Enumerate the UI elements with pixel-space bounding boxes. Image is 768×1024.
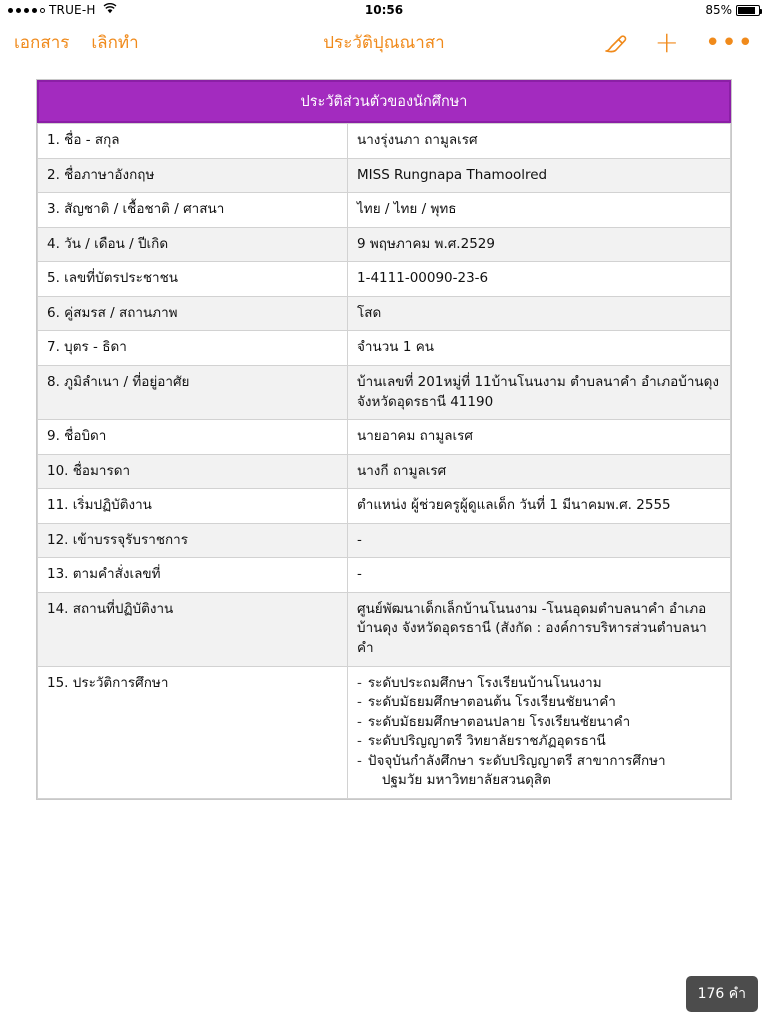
table-row <box>38 193 731 228</box>
list-item-label: ระดับประถมศึกษา โรงเรียนบ้านโนนงาม <box>367 674 602 691</box>
table-row <box>38 158 731 193</box>
row-label: 5. เลขที่บัตรประชาชน <box>38 262 348 297</box>
row-value: 1-4111-00090-23-6 <box>348 262 731 297</box>
carrier-label: TRUE-H <box>49 3 96 17</box>
bullet-dash-icon: - <box>357 694 362 711</box>
page-title: ประวัติปุณณาสา <box>323 33 445 53</box>
list-item <box>357 713 721 733</box>
status-bar <box>0 0 768 20</box>
bullet-dash-icon: - <box>357 713 362 730</box>
table-row <box>38 262 731 297</box>
table-row <box>38 420 731 455</box>
bullet-dash-icon: - <box>357 733 362 750</box>
battery-percent-label: 85% <box>705 3 732 17</box>
profile-table-wrapper <box>36 79 732 800</box>
table-row <box>38 227 731 262</box>
row-label: 4. วัน / เดือน / ปีเกิด <box>38 227 348 262</box>
row-value: นางรุ่งนภา ถามูลเรศ <box>348 124 731 159</box>
navigation-bar <box>0 20 768 65</box>
bullet-dash-icon: - <box>357 674 362 691</box>
table-row <box>38 331 731 366</box>
add-icon[interactable]: + <box>654 25 679 59</box>
row-label: 11. เริ่มปฏิบัติงาน <box>38 489 348 524</box>
list-item-sublabel: ปฐมวัย มหาวิทยาลัยสวนดุสิต <box>381 772 551 789</box>
list-item-label: ระดับมัธยมศึกษาตอนปลาย โรงเรียนชัยนาคำ <box>367 713 631 730</box>
table-row <box>38 296 731 331</box>
nav-left-group <box>14 29 139 56</box>
table-row <box>38 489 731 524</box>
row-value: ตำแหน่ง ผู้ช่วยครูผู้ดูแลเด็ก วันที่ 1 มีนาคมพ.ศ. 2555 <box>348 489 731 524</box>
row-value: ศูนย์พัฒนาเด็กเล็กบ้านโนนงาม -โนนอุดมตำบลนาคำ อำเภอบ้านดุง จังหวัดอุดรธานี (สังกัด : องค์การบริหารส่วนตำบลนาคำ <box>348 592 731 666</box>
education-row <box>38 666 731 798</box>
documents-button[interactable]: เอกสาร <box>14 29 69 56</box>
nav-right-group <box>603 25 754 59</box>
row-label: 14. สถานที่ปฏิบัติงาน <box>38 592 348 666</box>
row-label: 12. เข้าบรรจุรับราชการ <box>38 523 348 558</box>
row-label: 15. ประวัติการศึกษา <box>38 666 348 798</box>
row-label: 1. ชื่อ - สกุล <box>38 124 348 159</box>
row-value: บ้านเลขที่ 201หมู่ที่ 11บ้านโนนงาม ตำบลนาคำ อำเภอบ้านดุง จังหวัดอุดรธานี 41190 <box>348 365 731 419</box>
clock-label: 10:56 <box>364 3 404 17</box>
row-value: - <box>348 523 731 558</box>
row-label: 9. ชื่อบิดา <box>38 420 348 455</box>
document-body[interactable] <box>0 65 768 800</box>
row-value: นายอาคม ถามูลเรศ <box>348 420 731 455</box>
profile-table <box>37 123 731 799</box>
table-title: ประวัติส่วนตัวของนักศึกษา <box>37 80 731 123</box>
list-item-label: ระดับมัธยมศึกษาตอนต้น โรงเรียนชัยนาคำ <box>367 694 616 711</box>
table-row <box>38 124 731 159</box>
row-value: 9 พฤษภาคม พ.ศ.2529 <box>348 227 731 262</box>
more-options-icon[interactable]: ••• <box>704 27 754 58</box>
row-label: 8. ภูมิลำเนา / ที่อยู่อาศัย <box>38 365 348 419</box>
row-label: 2. ชื่อภาษาอังกฤษ <box>38 158 348 193</box>
row-value <box>348 666 731 798</box>
row-label: 13. ตามคำสั่งเลขที่ <box>38 558 348 593</box>
row-label: 6. คู่สมรส / สถานภาพ <box>38 296 348 331</box>
word-count-badge[interactable]: 176 คำ <box>686 976 758 1012</box>
brush-icon[interactable] <box>603 32 629 54</box>
list-item <box>357 732 721 752</box>
list-item <box>357 752 721 791</box>
row-value: - <box>348 558 731 593</box>
table-row <box>38 454 731 489</box>
table-row <box>38 523 731 558</box>
row-value: โสด <box>348 296 731 331</box>
list-item <box>357 693 721 713</box>
list-item-label-wrap <box>368 752 666 791</box>
row-value: นางกี ถามูลเรศ <box>348 454 731 489</box>
list-item-label: ปัจจุบันกำลังศึกษา ระดับปริญญาตรี สาขาการศึกษา <box>367 752 666 769</box>
undo-button[interactable]: เลิกทำ <box>91 29 138 56</box>
battery-icon <box>736 5 760 16</box>
table-row <box>38 365 731 419</box>
row-value: MISS Rungnapa Thamoolred <box>348 158 731 193</box>
table-row <box>38 592 731 666</box>
row-value: จำนวน 1 คน <box>348 331 731 366</box>
row-label: 7. บุตร - ธิดา <box>38 331 348 366</box>
education-list <box>357 674 721 791</box>
row-label: 10. ชื่อมารดา <box>38 454 348 489</box>
list-item <box>357 674 721 694</box>
list-item-label: ระดับปริญญาตรี วิทยาลัยราชภัฏอุดรธานี <box>367 733 606 750</box>
table-row <box>38 558 731 593</box>
bullet-dash-icon: - <box>357 752 362 769</box>
row-value: ไทย / ไทย / พุทธ <box>348 193 731 228</box>
row-label: 3. สัญชาติ / เชื้อชาติ / ศาสนา <box>38 193 348 228</box>
